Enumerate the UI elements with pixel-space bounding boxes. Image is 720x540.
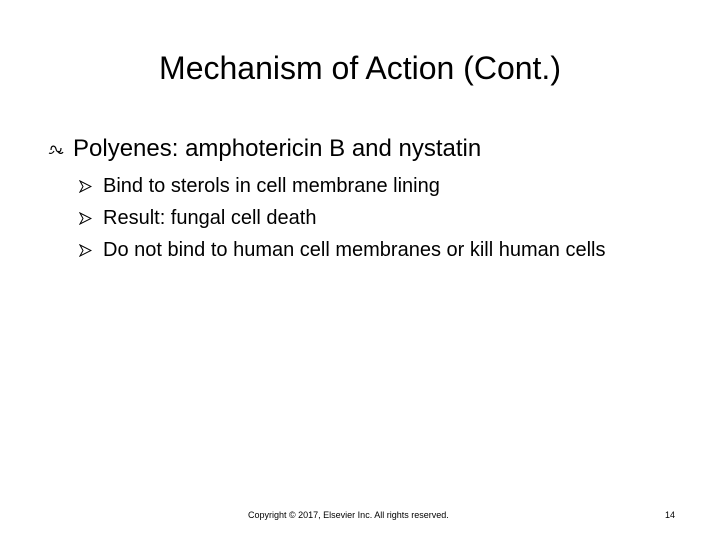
sub-bullet-text: Do not bind to human cell membranes or kill human cells [103, 239, 606, 261]
page-number: 14 [665, 510, 676, 520]
sub-bullet-text: Bind to sterols in cell membrane lining [103, 175, 440, 197]
sub-bullet-item [79, 170, 679, 202]
arrowhead-bullet-icon [79, 244, 92, 257]
infinity-loop-bullet-icon [48, 141, 64, 157]
sub-bullet-list [79, 170, 679, 266]
main-bullet-text: Polyenes: amphotericin B and nystatin [73, 135, 482, 162]
main-bullet [48, 133, 688, 165]
sub-bullet-text: Result: fungal cell death [103, 207, 317, 229]
arrowhead-bullet-icon [79, 180, 92, 193]
footer-copyright: Copyright © 2017, Elsevier Inc. All rights reserved. [248, 510, 449, 520]
sub-bullet-item [79, 234, 679, 266]
slide-title: Mechanism of Action (Cont.) [159, 50, 561, 86]
arrowhead-bullet-icon [79, 212, 92, 225]
sub-bullet-item [79, 202, 679, 234]
